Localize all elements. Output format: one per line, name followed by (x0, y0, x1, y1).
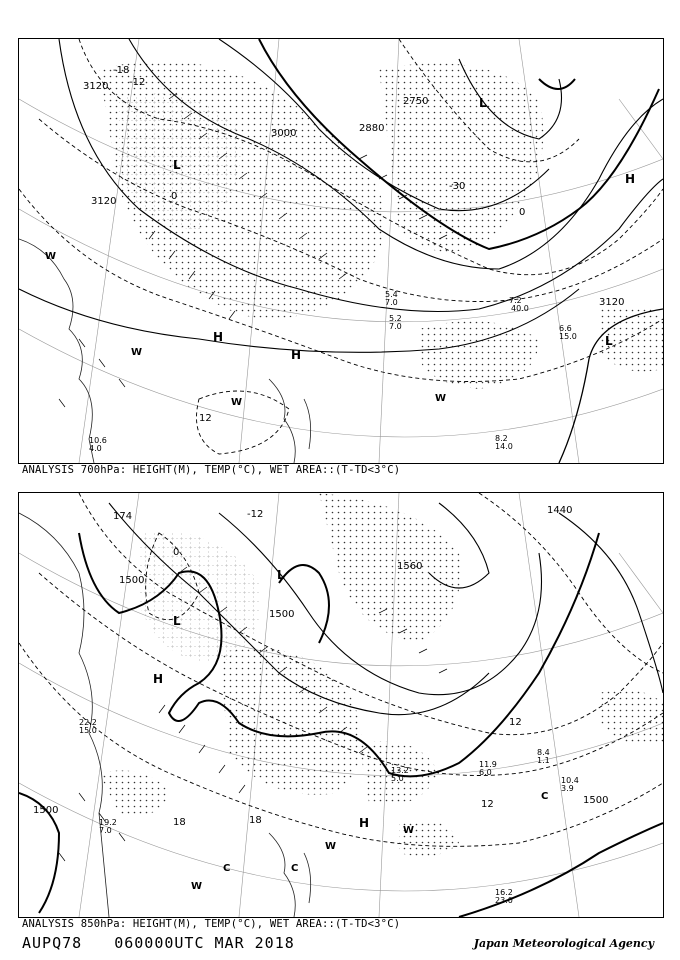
cold-marker: C (223, 863, 231, 874)
station-value: 7.2 (509, 296, 522, 305)
station-value: 7.0 (389, 322, 402, 331)
height-label: 2880 (359, 123, 385, 134)
station-value: 5.2 (389, 314, 402, 323)
temp-label: 12 (199, 413, 212, 424)
station-value: 7.0 (385, 298, 398, 307)
high-center: H (625, 172, 636, 186)
chart-850hpa-map (19, 493, 663, 917)
height-label: 1500 (583, 795, 609, 806)
height-label: 3120 (599, 297, 625, 308)
temp-label: 18 (173, 817, 186, 828)
product-header (22, 934, 317, 952)
low-center: L (605, 334, 613, 348)
agency-name: Japan Meteorological Agency (473, 937, 654, 950)
low-center: L (173, 158, 181, 172)
height-label: 3120 (91, 196, 117, 207)
chart-caption-850hpa: ANALYSIS 850hPa: HEIGHT(M), TEMP(°C), WET AREA::(T-TD<3°C) (22, 918, 401, 930)
chart-panel-700hpa (18, 38, 664, 464)
warm-marker: W (191, 881, 203, 892)
station-value: 1.1 (537, 756, 550, 765)
height-label: 1500 (269, 609, 295, 620)
temp-label: 18 (249, 815, 262, 826)
height-label: 1500 (33, 805, 59, 816)
temp-label: 12 (509, 717, 522, 728)
warm-marker: W (45, 251, 57, 262)
station-value: 15.0 (79, 726, 97, 735)
station-value: 4.0 (89, 444, 102, 453)
station-value: 5.4 (385, 290, 398, 299)
station-value: 11.9 (479, 760, 497, 769)
station-value: 5.0 (391, 774, 404, 783)
dry-grid-area (139, 532, 261, 663)
station-value: 13.2 (391, 766, 409, 775)
high-center: H (359, 816, 370, 830)
station-value: 6.6 (559, 324, 572, 333)
height-label: 2750 (403, 96, 429, 107)
product-code: AUPQ78 (22, 934, 83, 952)
temp-label: -12 (247, 509, 264, 520)
high-center: H (153, 672, 164, 686)
warm-marker: W (325, 841, 337, 852)
temp-label: -18 (113, 65, 130, 76)
station-value: 14.0 (495, 442, 513, 451)
warm-marker: W (131, 347, 143, 358)
temp-label: 0 (171, 191, 178, 202)
station-value: 15.0 (559, 332, 577, 341)
low-center: L (479, 96, 487, 110)
station-value: 10.4 (561, 776, 579, 785)
cold-marker: C (541, 791, 549, 802)
station-value: 8.2 (495, 434, 508, 443)
high-center: H (213, 330, 224, 344)
station-value: 8.4 (537, 748, 550, 757)
temp-label: 12 (481, 799, 494, 810)
station-value: 40.0 (511, 304, 529, 313)
station-value: 16.2 (495, 888, 513, 897)
low-center: L (277, 568, 285, 582)
station-value: 7.0 (99, 826, 112, 835)
height-label: 1500 (119, 575, 145, 586)
chart-panel-850hpa (18, 492, 664, 918)
warm-marker: W (403, 825, 415, 836)
station-value: 23.0 (495, 896, 513, 905)
station-value: 10.6 (89, 436, 107, 445)
warm-marker: W (435, 393, 447, 404)
station-value: 6.0 (479, 768, 492, 777)
station-value: 3.9 (561, 784, 574, 793)
warm-marker: W (231, 397, 243, 408)
chart-caption-700hpa: ANALYSIS 700hPa: HEIGHT(M), TEMP(°C), WET AREA::(T-TD<3°C) (22, 464, 401, 476)
low-center: L (173, 614, 181, 628)
height-label: 1440 (547, 505, 573, 516)
temp-label: 174 (113, 511, 133, 522)
station-value: 22.2 (79, 718, 97, 727)
cold-marker: C (291, 863, 299, 874)
temp-label: -12 (129, 77, 146, 88)
temp-label: 0 (519, 207, 526, 218)
temp-label: -30 (449, 181, 466, 192)
high-center: H (291, 348, 302, 362)
valid-time: 060000UTC MAR 2018 (114, 934, 295, 952)
height-label: 3000 (271, 128, 297, 139)
height-label: 1560 (397, 561, 423, 572)
height-label: 3120 (83, 81, 109, 92)
chart-700hpa-map (19, 39, 663, 463)
temp-label: 0 (173, 547, 180, 558)
station-value: 19.2 (99, 818, 117, 827)
